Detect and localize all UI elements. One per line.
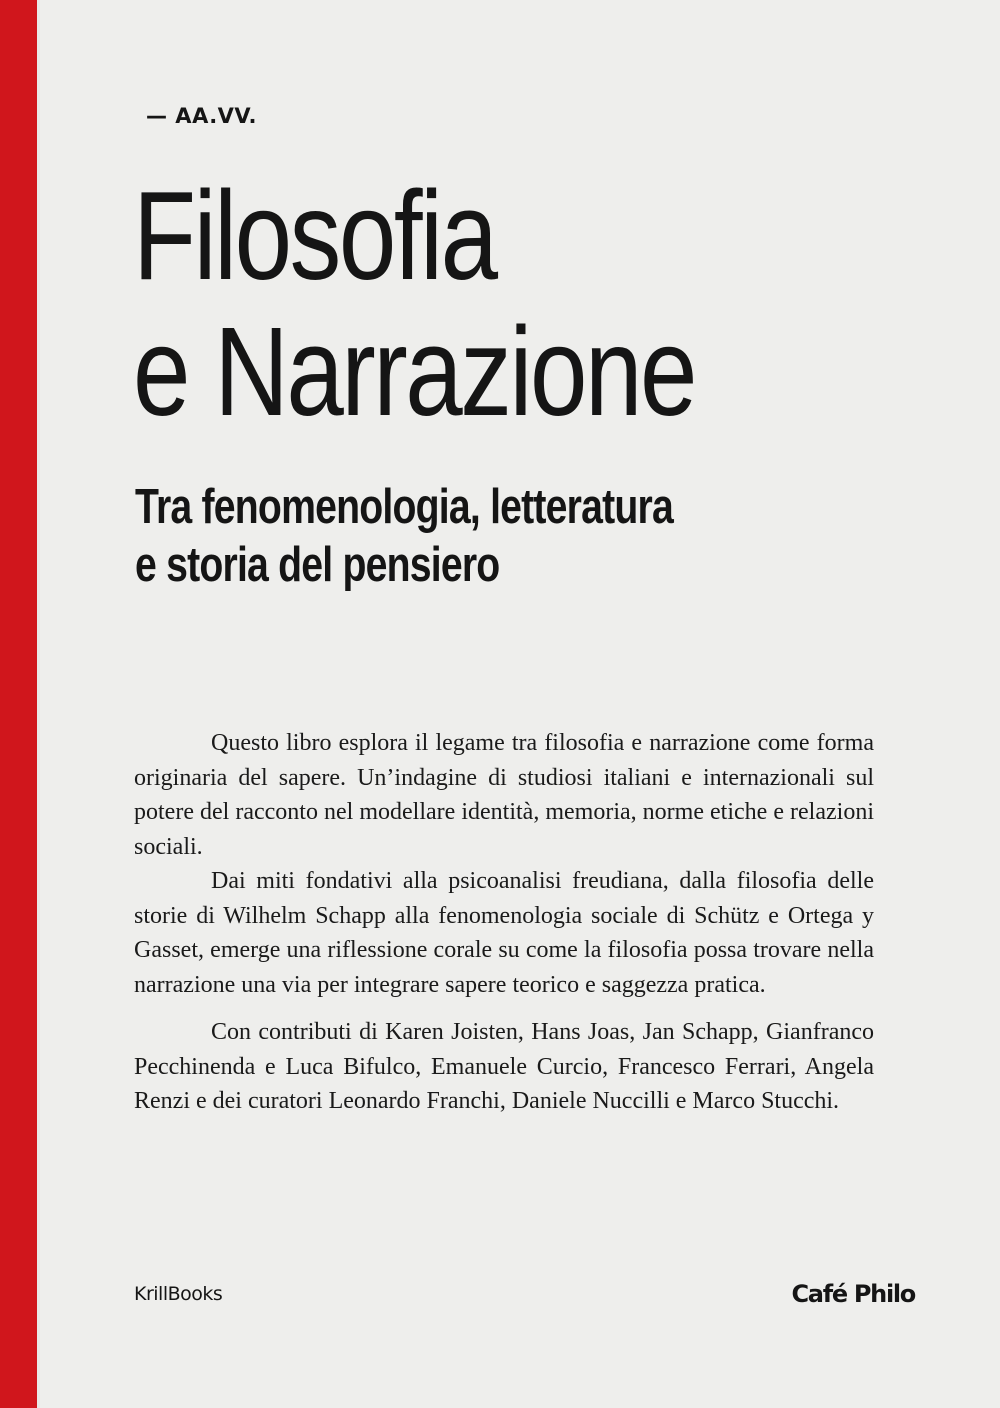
blurb — [134, 726, 874, 1119]
title-line-2: e Narrazione — [133, 301, 696, 442]
spine-edge — [37, 0, 40, 1408]
blurb-paragraph-1: Questo libro esplora il legame tra filosofia e narrazione come forma originaria del sapere. Un’indagine di studiosi italiani e internazionali sul potere del racconto nel modellare identità, memoria, norme etiche e relazioni sociali. — [134, 730, 874, 860]
subtitle-line-2: e storia del pensiero — [135, 538, 500, 592]
author-line: — AA.VV. — [146, 104, 257, 128]
red-spine-stripe — [0, 0, 37, 1408]
subtitle-line-1: Tra fenomenologia, letteratura — [135, 480, 673, 534]
blurb-paragraph-2: Dai miti fondativi alla psicoanalisi freudiana, dalla filosofia delle storie di Wilhelm Schapp alla fenomenologia sociale di Schütz e Ortega y Gasset, emerge una riflessione corale su come la filosofia possa trovare nella narrazione una via per integrare sapere teorico e saggezza pratica. — [134, 868, 874, 998]
title-line-1: Filosofia — [133, 165, 496, 306]
collection-logo: Café Philo — [791, 1280, 915, 1308]
blurb-paragraph-3: Con contributi di Karen Joisten, Hans Joas, Jan Schapp, Gianfranco Pecchinenda e Luca Bifulco, Emanuele Curcio, Francesco Ferrari, Angela Renzi e dei curatori Leonardo Franchi, Daniele Nuccilli e Marco Stucchi. — [134, 1019, 874, 1114]
book-subtitle — [135, 478, 673, 594]
publisher-logo: KrillBooks — [134, 1283, 223, 1305]
book-title — [133, 165, 696, 442]
